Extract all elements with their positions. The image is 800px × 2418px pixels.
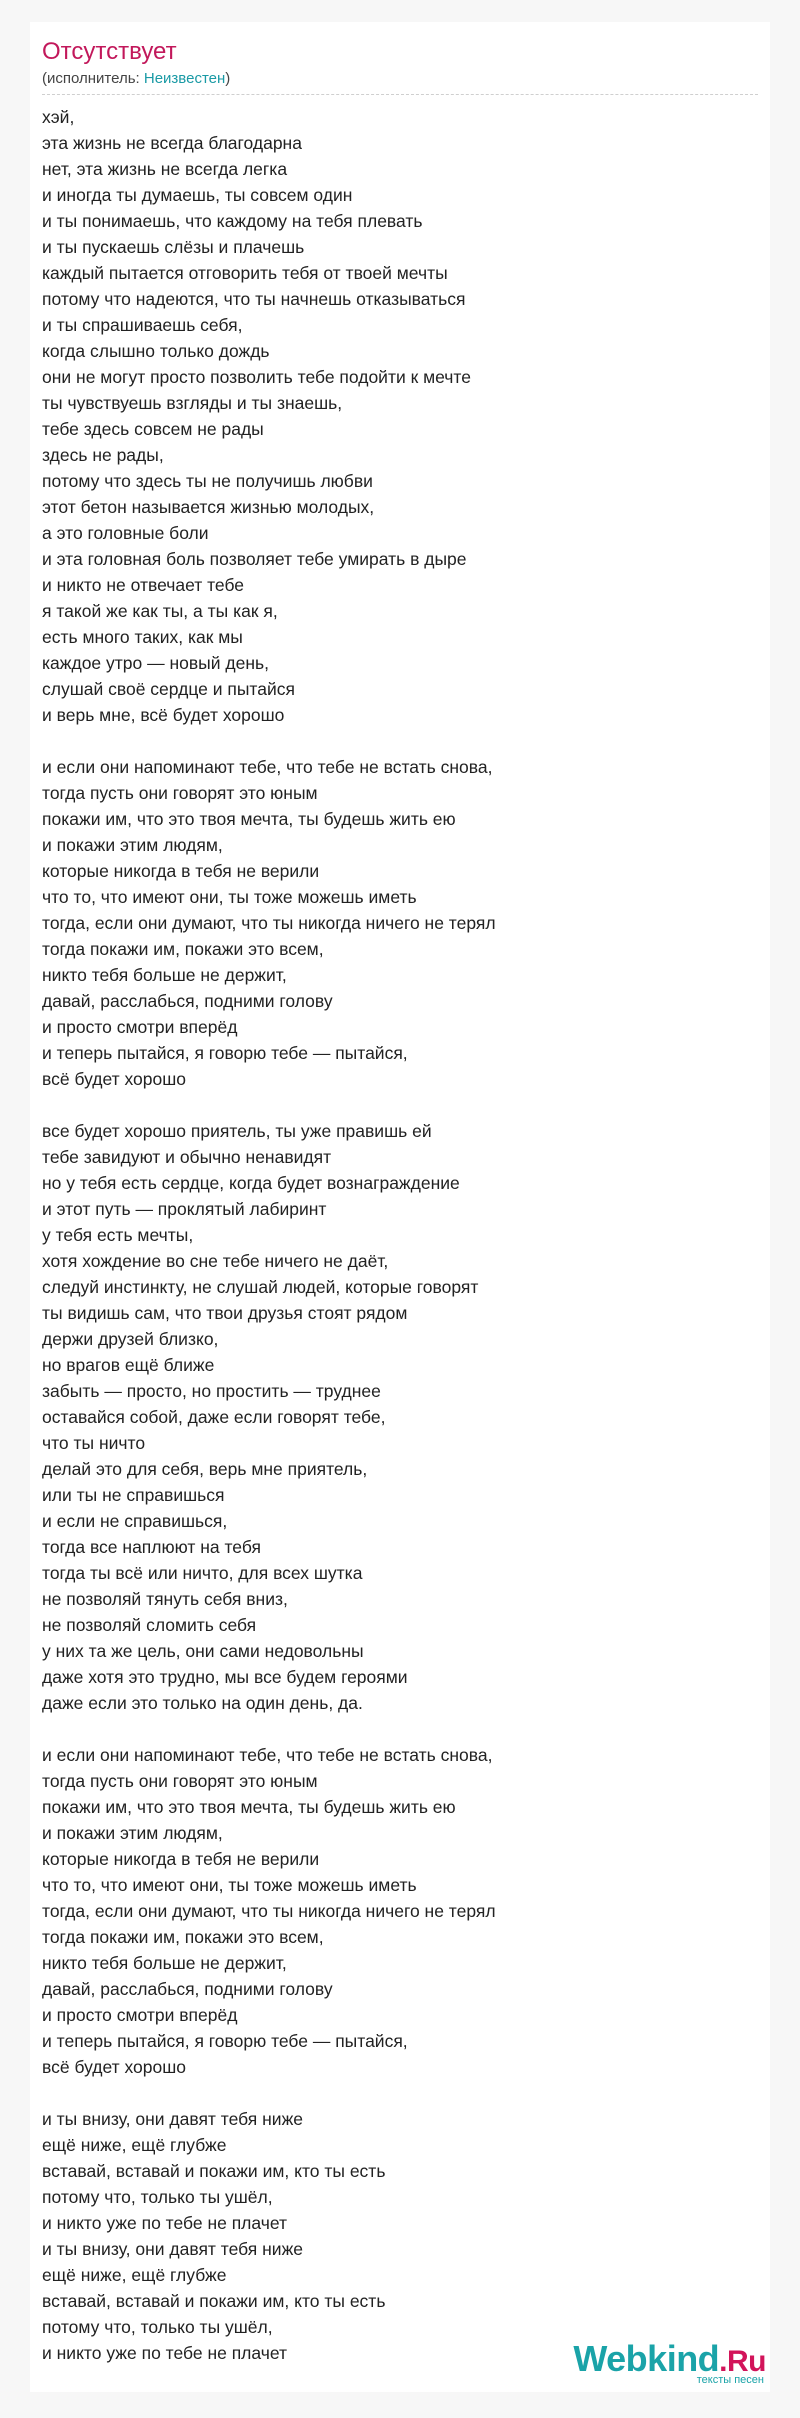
lyric-line: даже хотя это трудно, мы все будем героями [42, 1667, 408, 1687]
artist-suffix: ) [225, 70, 231, 87]
lyric-line: ты видишь сам, что твои друзья стоят рядом [42, 1303, 408, 1323]
lyric-line: каждый пытается отговорить тебя от твоей мечты [42, 263, 448, 283]
lyrics-text [42, 104, 496, 2366]
lyric-line: давай, расслабься, подними голову [42, 1979, 333, 1999]
lyric-line: тогда пусть они говорят это юным [42, 1771, 318, 1791]
lyric-line: которые никогда в тебя не верили [42, 861, 320, 881]
lyric-line: когда слышно только дождь [42, 341, 270, 361]
song-title: Отсутствует [42, 38, 177, 65]
lyric-line: что то, что имеют они, ты тоже можешь иметь [42, 1875, 417, 1895]
lyric-line: и если не справишься, [42, 1511, 228, 1531]
lyric-line: и этот путь — проклятый лабиринт [42, 1199, 327, 1219]
lyric-line: хэй, [42, 107, 75, 127]
lyric-line: никто тебя больше не держит, [42, 965, 287, 985]
lyric-line: и никто уже по тебе не плачет [42, 2213, 288, 2233]
lyric-line: и ты понимаешь, что каждому на тебя плевать [42, 211, 423, 231]
lyric-line: делай это для себя, верь мне приятель, [42, 1459, 368, 1479]
lyric-line: и ты спрашиваешь себя, [42, 315, 243, 335]
lyric-line: потому что, только ты ушёл, [42, 2187, 273, 2207]
logo-main-text: Webkind [573, 2338, 720, 2379]
lyric-line: покажи им, что это твоя мечта, ты будешь жить ею [42, 809, 456, 829]
lyric-line: у тебя есть мечты, [42, 1225, 194, 1245]
lyric-line: ещё ниже, ещё глубже [42, 2135, 227, 2155]
lyric-line: покажи им, что это твоя мечта, ты будешь жить ею [42, 1797, 456, 1817]
lyric-line: каждое утро — новый день, [42, 653, 269, 673]
lyric-line: есть много таких, как мы [42, 627, 243, 647]
lyric-line: тогда покажи им, покажи это всем, [42, 939, 324, 959]
lyric-line: и эта головная боль позволяет тебе умирать в дыре [42, 549, 467, 569]
header-divider [42, 94, 758, 95]
lyric-line: тогда покажи им, покажи это всем, [42, 1927, 324, 1947]
lyric-line: и ты пускаешь слёзы и плачешь [42, 237, 305, 257]
lyric-line: а это головные боли [42, 523, 209, 543]
lyric-line: эта жизнь не всегда благодарна [42, 133, 302, 153]
lyric-line: что то, что имеют они, ты тоже можешь иметь [42, 887, 417, 907]
lyric-line: и просто смотри вперёд [42, 2005, 238, 2025]
lyric-line: и ты внизу, они давят тебя ниже [42, 2239, 304, 2259]
lyric-line: давай, расслабься, подними голову [42, 991, 333, 1011]
lyric-line: которые никогда в тебя не верили [42, 1849, 320, 1869]
lyric-line: тогда, если они думают, что ты никогда ничего не терял [42, 1901, 496, 1921]
lyric-line: хотя хождение во сне тебе ничего не даёт, [42, 1251, 389, 1271]
lyric-line: тебе завидуют и обычно ненавидят [42, 1147, 332, 1167]
lyric-line: у них та же цель, они сами недовольны [42, 1641, 364, 1661]
lyric-line: и покажи этим людям, [42, 1823, 223, 1843]
lyric-line: забыть — просто, но простить — труднее [42, 1381, 381, 1401]
stanza-break [42, 2080, 496, 2106]
lyric-line: и просто смотри вперёд [42, 1017, 238, 1037]
site-logo[interactable] [573, 2338, 766, 2386]
lyric-line: вставай, вставай и покажи им, кто ты есть [42, 2291, 386, 2311]
lyric-line: и теперь пытайся, я говорю тебе — пытайся, [42, 1043, 408, 1063]
page-content [30, 22, 770, 2392]
lyric-line: они не могут просто позволить тебе подойти к мечте [42, 367, 471, 387]
lyric-line: не позволяй тянуть себя вниз, [42, 1589, 288, 1609]
lyric-line: нет, эта жизнь не всегда легка [42, 159, 288, 179]
lyric-line: все будет хорошо приятель, ты уже правишь ей [42, 1121, 432, 1141]
lyric-line: но у тебя есть сердце, когда будет вознаграждение [42, 1173, 460, 1193]
lyric-line: тогда ты всё или ничто, для всех шутка [42, 1563, 363, 1583]
logo-domain-text: .Ru [719, 2345, 766, 2378]
lyric-line: и покажи этим людям, [42, 835, 223, 855]
lyric-line: но врагов ещё ближе [42, 1355, 215, 1375]
lyric-line: потому что здесь ты не получишь любви [42, 471, 373, 491]
lyric-line: потому что, только ты ушёл, [42, 2317, 273, 2337]
lyric-line: тогда пусть они говорят это юным [42, 783, 318, 803]
lyric-line: и никто уже по тебе не плачет [42, 2343, 288, 2363]
stanza-break [42, 1716, 496, 1742]
artist-prefix: (исполнитель: [42, 70, 144, 87]
stanza-break [42, 728, 496, 754]
lyric-line: здесь не рады, [42, 445, 164, 465]
lyric-line: этот бетон называется жизнью молодых, [42, 497, 375, 517]
lyric-line: даже если это только на один день, да. [42, 1693, 363, 1713]
lyric-line: оставайся собой, даже если говорят тебе, [42, 1407, 386, 1427]
lyric-line: я такой же как ты, а ты как я, [42, 601, 278, 621]
lyric-line: и ты внизу, они давят тебя ниже [42, 2109, 304, 2129]
lyric-line: или ты не справишься [42, 1485, 225, 1505]
lyric-line: ты чувствуешь взгляды и ты знаешь, [42, 393, 343, 413]
artist-link[interactable]: Неизвестен [143, 70, 226, 87]
lyric-line: следуй инстинкту, не слушай людей, которые говорят [42, 1277, 479, 1297]
artist-line [42, 70, 230, 87]
lyric-line: всё будет хорошо [42, 2057, 187, 2077]
lyric-line: никто тебя больше не держит, [42, 1953, 287, 1973]
lyric-line: что ты ничто [42, 1433, 146, 1453]
lyric-line: держи друзей близко, [42, 1329, 219, 1349]
lyric-line: тебе здесь совсем не рады [42, 419, 264, 439]
lyric-line: не позволяй сломить себя [42, 1615, 257, 1635]
lyric-line: и если они напоминают тебе, что тебе не встать снова, [42, 757, 493, 777]
lyric-line: тогда все наплюют на тебя [42, 1537, 261, 1557]
lyric-line: и теперь пытайся, я говорю тебе — пытайся, [42, 2031, 408, 2051]
lyric-line: и верь мне, всё будет хорошо [42, 705, 285, 725]
lyric-line: вставай, вставай и покажи им, кто ты есть [42, 2161, 386, 2181]
lyric-line: потому что надеются, что ты начнешь отказываться [42, 289, 466, 309]
lyric-line: ещё ниже, ещё глубже [42, 2265, 227, 2285]
stanza-break [42, 1092, 496, 1118]
lyric-line: тогда, если они думают, что ты никогда ничего не терял [42, 913, 496, 933]
lyric-line: слушай своё сердце и пытайся [42, 679, 295, 699]
lyric-line: и никто не отвечает тебе [42, 575, 245, 595]
lyric-line: всё будет хорошо [42, 1069, 187, 1089]
lyric-line: и иногда ты думаешь, ты совсем один [42, 185, 353, 205]
logo-tagline: тексты песен [696, 2374, 764, 2386]
lyric-line: и если они напоминают тебе, что тебе не встать снова, [42, 1745, 493, 1765]
